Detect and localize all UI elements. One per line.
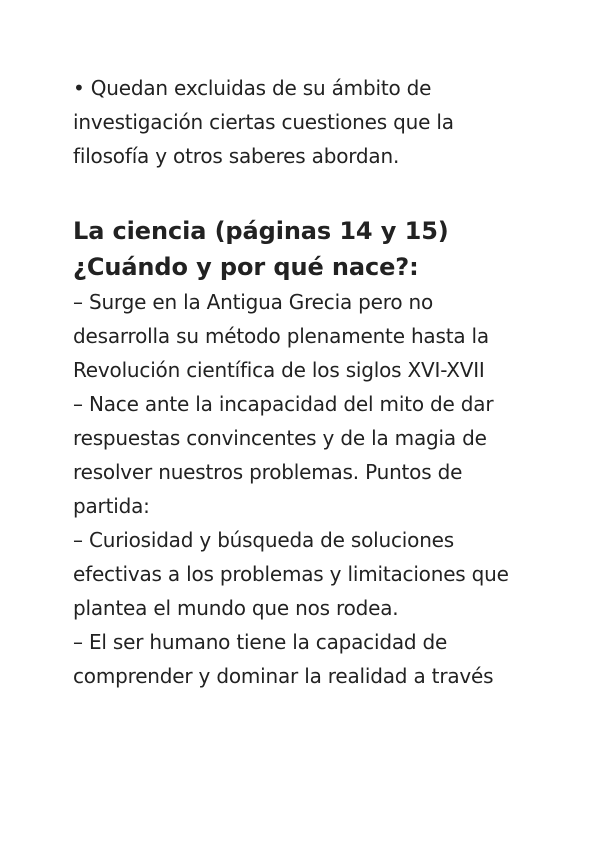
text-line: comprender y dominar la realidad a través — [73, 664, 494, 688]
document-content — [73, 71, 573, 693]
text-line: efectivas a los problemas y limitaciones que — [73, 562, 509, 586]
text-line: investigación ciertas cuestiones que la — [73, 110, 454, 134]
text-line: filosofía y otros saberes abordan. — [73, 144, 400, 168]
text-line: desarrolla su método plenamente hasta la — [73, 324, 489, 348]
text-line: plantea el mundo que nos rodea. — [73, 596, 399, 620]
text-line: respuestas convincentes y de la magia de — [73, 426, 487, 450]
intro-paragraph — [73, 71, 573, 173]
text-line: – Nace ante la incapacidad del mito de dar — [73, 392, 494, 416]
heading-line: ¿Cuándo y por qué nace?: — [73, 253, 419, 281]
text-line: – Curiosidad y búsqueda de soluciones — [73, 528, 454, 552]
text-line: – Surge en la Antigua Grecia pero no — [73, 290, 434, 314]
text-line: resolver nuestros problemas. Puntos de — [73, 460, 463, 484]
text-line: • Quedan excluidas de su ámbito de — [73, 76, 432, 100]
section-heading — [73, 213, 573, 285]
section-body — [73, 285, 573, 693]
heading-line: La ciencia (páginas 14 y 15) — [73, 217, 449, 245]
text-line: partida: — [73, 494, 150, 518]
text-line: – El ser humano tiene la capacidad de — [73, 630, 448, 654]
text-line: Revolución científica de los siglos XVI-XVII — [73, 358, 485, 382]
